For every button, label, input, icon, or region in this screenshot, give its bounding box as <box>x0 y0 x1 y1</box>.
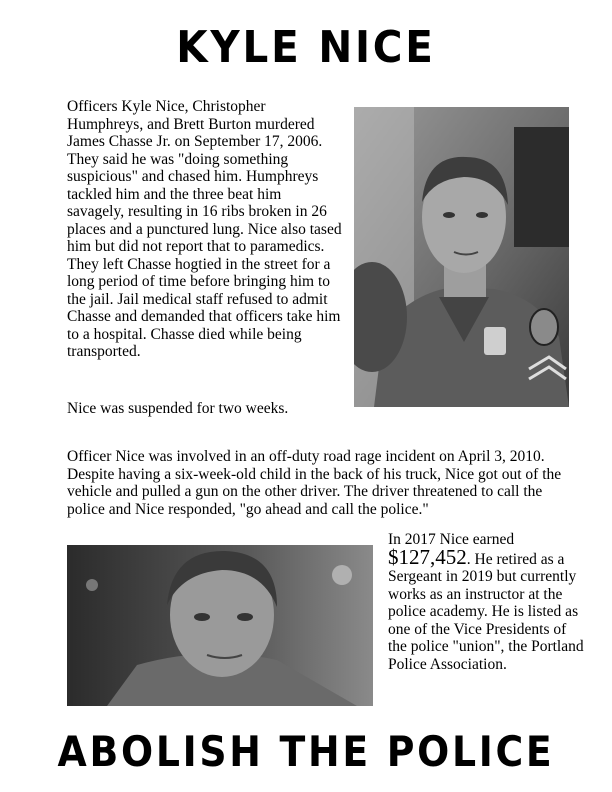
officer-portrait-photo <box>354 107 569 407</box>
salary-intro: In 2017 Nice earned <box>388 531 515 548</box>
road-rage-paragraph: Officer Nice was involved in an off-duty road rage incident on April 3, 2010. Despite having a six-week-old child in the back of his truck, Nice got out of the vehicle and pulled a gun on the other driver. The driver threatened to call the police and Nice responded, "go ahead and call the police." <box>67 448 562 518</box>
salary-rest: . He retired as a Sergeant in 2019 but currently works as an instructor at the police academy. He is listed as one of the Vice Presidents of the police "union", the Portland Police Association. <box>388 550 584 673</box>
page-title: KYLE NICE <box>176 22 436 73</box>
chasse-paragraph: Officers Kyle Nice, Christopher Humphreys, and Brett Burton murdered James Chasse Jr. on September 17, 2006. They said he was "doing something suspicious" and chased him. Humphreys tackled him and the three beat him savagely, resulting in 16 ribs broken in 26 places and a punctured lung. Nice also tased him but did not report that to paramedics. They left Chasse hogtied in the street for a long period of time before bringing him to the jail. Jail medical staff refused to admit Chasse and demanded that officers take him to a hospital. Chasse died while being transported. <box>67 98 342 360</box>
salary-amount: $127,452 <box>388 544 467 569</box>
footer-slogan: ABOLISH THE POLICE <box>57 727 555 776</box>
suspension-paragraph: Nice was suspended for two weeks. <box>67 400 289 417</box>
salary-paragraph <box>388 531 588 673</box>
officer-closeup-photo <box>67 545 373 706</box>
